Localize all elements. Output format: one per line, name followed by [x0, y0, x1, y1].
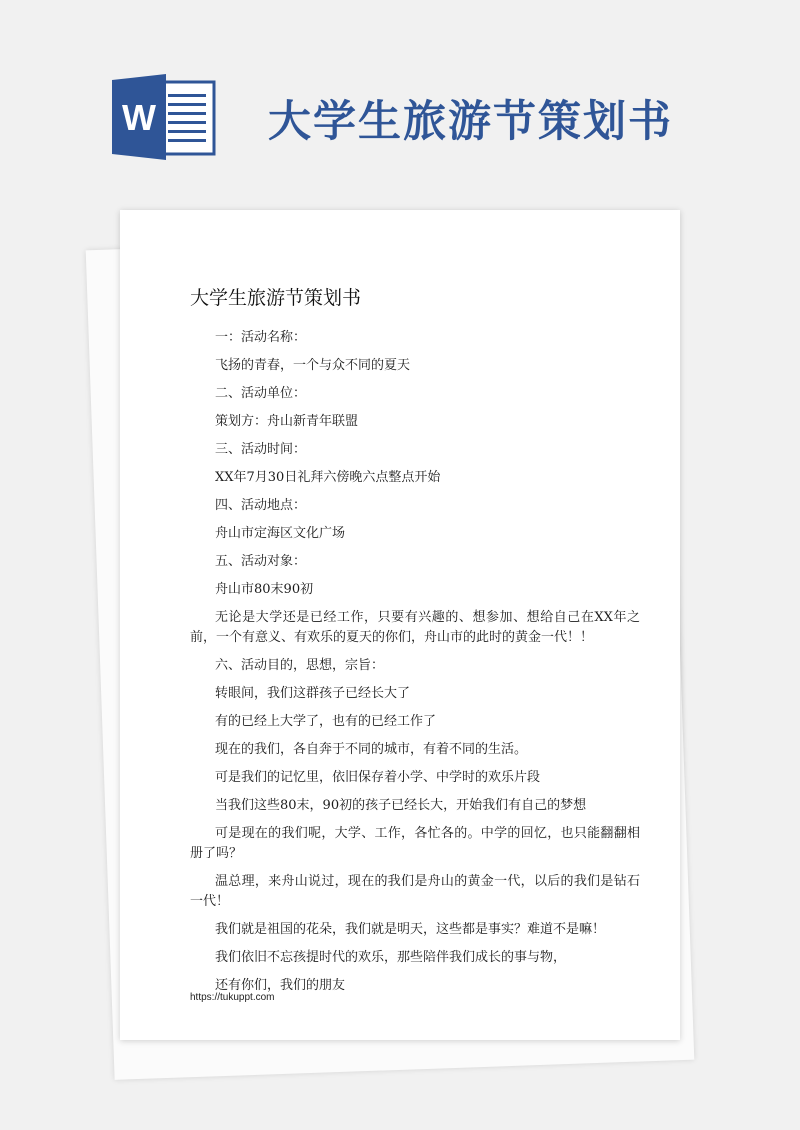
- body-line: 二、活动单位：: [215, 386, 307, 401]
- body-line: 舟山市80末90初: [215, 582, 314, 597]
- document-page: [120, 210, 680, 1040]
- body-line: 现在的我们，各自奔于不同的城市，有着不同的生活。: [215, 742, 528, 757]
- body-line: 还有你们，我们的朋友: [215, 978, 346, 993]
- body-line: 策划方：舟山新青年联盟: [215, 414, 359, 429]
- body-line: 有的已经上大学了，也有的已经工作了: [215, 714, 437, 729]
- word-document-icon: [112, 74, 216, 160]
- body-line: 可是我们的记忆里，依旧保存着小学、中学时的欢乐片段: [215, 770, 541, 785]
- body-line: XX年7月30日礼拜六傍晚六点整点开始: [215, 470, 441, 485]
- document-title: 大学生旅游节策划书: [190, 287, 362, 309]
- body-line: 转眼间，我们这群孩子已经长大了: [215, 686, 411, 701]
- body-paragraph: 温总理，来舟山说过，现在的我们是舟山的黄金一代，以后的我们是钻石一代！: [190, 874, 640, 909]
- body-line: 一：活动名称：: [215, 330, 307, 345]
- body-paragraph: 可是现在的我们呢，大学、工作，各忙各的。中学的回忆，也只能翻翻相册了吗？: [190, 826, 640, 861]
- body-paragraph: 无论是大学还是已经工作，只要有兴趣的、想参加、想给自己在XX年之前，一个有意义、有欢乐的夏天的你们，舟山市的此时的黄金一代！！: [190, 610, 640, 645]
- body-line: 当我们这些80末，90初的孩子已经长大，开始我们有自己的梦想: [215, 798, 587, 813]
- body-line: 六、活动目的，思想，宗旨：: [215, 658, 385, 673]
- logo-letter: W: [122, 97, 156, 138]
- banner-title: 大学生旅游节策划书: [268, 97, 673, 147]
- body-line: 三、活动时间：: [215, 442, 307, 457]
- body-line: 五、活动对象：: [215, 554, 307, 569]
- body-line: 四、活动地点：: [215, 498, 307, 513]
- source-link[interactable]: https://tukuppt.com: [190, 992, 275, 1003]
- body-line: 我们依旧不忘孩提时代的欢乐，那些陪伴我们成长的事与物，: [215, 950, 567, 965]
- document-body: [190, 328, 640, 1004]
- banner: [0, 0, 800, 200]
- body-line: 飞扬的青春，一个与众不同的夏天: [215, 358, 411, 373]
- body-line: 舟山市定海区文化广场: [215, 526, 346, 541]
- body-line: 我们就是祖国的花朵，我们就是明天，这些都是事实？难道不是嘛！: [215, 922, 606, 937]
